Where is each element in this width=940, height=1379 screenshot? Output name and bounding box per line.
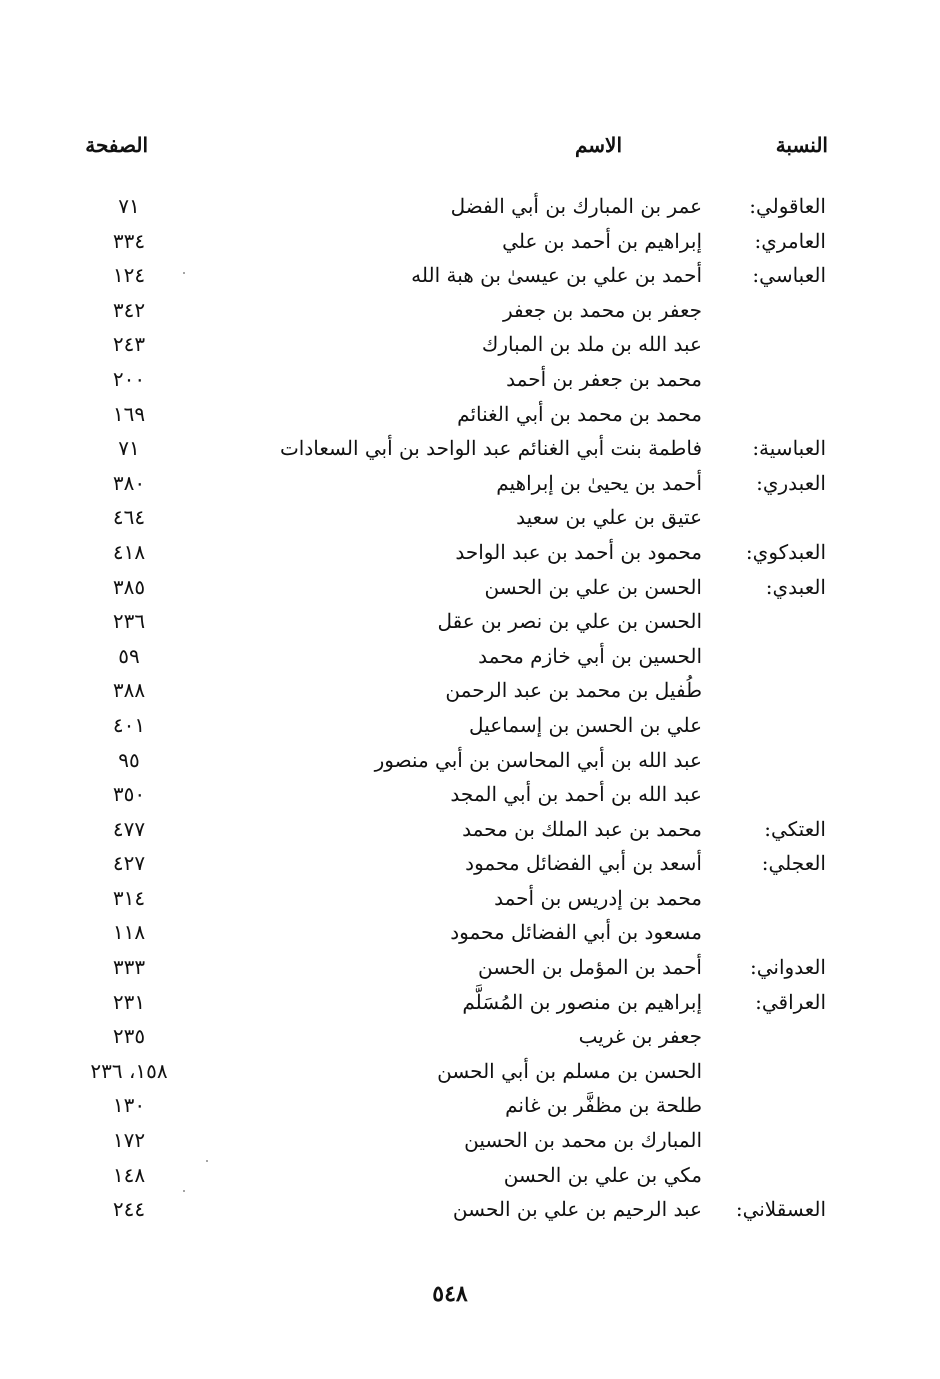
entry-name: جعفر بن غريب <box>578 1024 702 1049</box>
index-row <box>0 743 940 778</box>
entry-page: ٢٤٣ <box>112 332 146 357</box>
entry-page: ٣٤٢ <box>112 297 146 322</box>
entry-page: ٤٧٧ <box>112 816 146 841</box>
entry-name: محمد بن إدريس بن أحمد <box>494 885 702 910</box>
entry-name: إبراهيم بن أحمد بن علي <box>502 228 702 253</box>
entry-name: إبراهيم بن منصور بن المُسَلَّم <box>462 989 702 1014</box>
entry-page: ٢٤٤ <box>112 1197 146 1222</box>
entry-nisba: العدواني: <box>750 955 826 980</box>
entry-page: ٢٣١ <box>112 989 146 1014</box>
entry-name: محمد بن عبد الملك بن محمد <box>462 816 702 841</box>
entry-page: ١٥٨، ٢٣٦ <box>90 1058 168 1083</box>
index-row <box>0 466 940 501</box>
entry-name: أحمد بن علي بن عيسىٰ بن هبة الله <box>411 263 702 288</box>
entry-nisba: العسقلاني: <box>735 1197 826 1222</box>
entry-page: ٤١٨ <box>112 539 146 564</box>
entry-nisba: العبدي: <box>765 574 826 599</box>
entry-page: ٥٩ <box>118 643 140 668</box>
entry-name: الحسن بن علي بن نصر بن عقل <box>437 609 702 634</box>
entry-nisba: العبدري: <box>756 470 826 495</box>
scan-speck <box>183 1190 185 1192</box>
column-header <box>0 133 940 163</box>
entry-name: مسعود بن أبي الفضائل محمود <box>450 920 702 945</box>
entry-nisba: العباسية: <box>752 436 826 461</box>
entry-name: طُفيل بن محمد بن عبد الرحمن <box>445 678 702 703</box>
entry-page: ٧١ <box>118 436 140 461</box>
entry-page: ١١٨ <box>112 920 146 945</box>
entry-name: أحمد بن المؤمل بن الحسن <box>477 955 702 980</box>
entry-page: ٩٥ <box>118 747 140 772</box>
index-entries <box>0 189 940 1227</box>
header-name: الاسم <box>574 133 622 157</box>
entry-page: ٣١٤ <box>112 885 146 910</box>
index-row <box>0 258 940 293</box>
index-row <box>0 1088 940 1123</box>
entry-nisba: العبدكوي: <box>745 539 826 564</box>
index-row <box>0 604 940 639</box>
index-row <box>0 535 940 570</box>
entry-page: ٣٥٠ <box>112 782 146 807</box>
entry-nisba: العباسي: <box>752 263 826 288</box>
index-row <box>0 673 940 708</box>
entry-name: الحسين بن أبي خازم محمد <box>478 643 702 668</box>
index-row <box>0 293 940 328</box>
entry-name: علي بن الحسن بن إسماعيل <box>469 712 702 737</box>
entry-name: المبارك بن محمد بن الحسين <box>464 1128 702 1153</box>
index-row <box>0 1054 940 1089</box>
entry-name: الحسن بن مسلم بن أبي الحسن <box>437 1058 702 1083</box>
entry-name: عبد الله بن أبي المحاسن بن أبي منصور <box>374 747 702 772</box>
entry-nisba: العجلي: <box>761 851 826 876</box>
entry-page: ١٢٤ <box>112 263 146 288</box>
entry-page: ٣٣٤ <box>112 228 146 253</box>
scan-speck <box>183 272 185 274</box>
index-row <box>0 985 940 1020</box>
index-row <box>0 915 940 950</box>
index-row <box>0 362 940 397</box>
index-row <box>0 950 940 985</box>
entry-nisba: العاقولي: <box>749 194 826 218</box>
entry-name: الحسن بن علي بن الحسن <box>484 574 702 599</box>
entry-page: ١٦٩ <box>112 401 146 426</box>
entry-name: محمود بن أحمد بن عبد الواحد <box>455 539 702 564</box>
page-number: ٥٤٨ <box>432 1281 468 1307</box>
header-nisba: النسبة <box>775 133 828 157</box>
index-row <box>0 1158 940 1193</box>
entry-page: ٤٢٧ <box>112 851 146 876</box>
entry-page: ٢٣٦ <box>112 609 146 634</box>
entry-name: طلحة بن مظفَّر بن غانم <box>505 1093 702 1118</box>
entry-page: ٢٣٥ <box>112 1024 146 1049</box>
entry-name: محمد بن محمد بن أبي الغنائم <box>457 401 702 426</box>
index-row <box>0 846 940 881</box>
index-row <box>0 708 940 743</box>
entry-name: عبد الله بن أحمد بن أبي المجد <box>450 782 702 807</box>
index-row <box>0 189 940 224</box>
index-row <box>0 639 940 674</box>
index-row <box>0 881 940 916</box>
index-row <box>0 500 940 535</box>
entry-name: عمر بن المبارك بن أبي الفضل <box>450 194 702 218</box>
entry-page: ٢٠٠ <box>112 366 146 391</box>
entry-page: ١٧٢ <box>112 1128 146 1153</box>
entry-name: أحمد بن يحيىٰ بن إبراهيم <box>496 470 702 495</box>
entry-page: ٧١ <box>118 194 140 218</box>
index-row <box>0 777 940 812</box>
index-row <box>0 1123 940 1158</box>
entry-page: ٤٠١ <box>112 712 146 737</box>
index-row <box>0 1019 940 1054</box>
entry-name: عتيق بن علي بن سعيد <box>516 505 702 530</box>
entry-nisba: العراقي: <box>755 989 826 1014</box>
index-row <box>0 1192 940 1227</box>
entry-nisba: العتكي: <box>764 816 826 841</box>
entry-page: ١٣٠ <box>112 1093 146 1118</box>
index-row <box>0 431 940 466</box>
index-row <box>0 224 940 259</box>
entry-nisba: العامري: <box>754 228 826 253</box>
index-row <box>0 570 940 605</box>
entry-name: فاطمة بنت أبي الغنائم عبد الواحد بن أبي السعادات <box>279 436 702 461</box>
entry-name: مكي بن علي بن الحسن <box>503 1162 702 1187</box>
index-row <box>0 812 940 847</box>
entry-page: ٣٣٣ <box>112 955 146 980</box>
entry-name: أسعد بن أبي الفضائل محمود <box>465 851 702 876</box>
entry-name: جعفر بن محمد بن جعفر <box>502 297 702 322</box>
index-row <box>0 397 940 432</box>
index-row <box>0 327 940 362</box>
entry-page: ١٤٨ <box>112 1162 146 1187</box>
header-page: الصفحة <box>85 133 148 157</box>
entry-name: عبد الرحيم بن علي بن الحسن <box>452 1197 702 1222</box>
entry-name: محمد بن جعفر بن أحمد <box>506 366 702 391</box>
entry-page: ٣٨٥ <box>112 574 146 599</box>
entry-page: ٣٨٠ <box>112 470 146 495</box>
entry-page: ٤٦٤ <box>112 505 146 530</box>
entry-name: عبد الله بن ملد بن المبارك <box>481 332 702 357</box>
scan-speck <box>206 1160 208 1162</box>
entry-page: ٣٨٨ <box>112 678 146 703</box>
